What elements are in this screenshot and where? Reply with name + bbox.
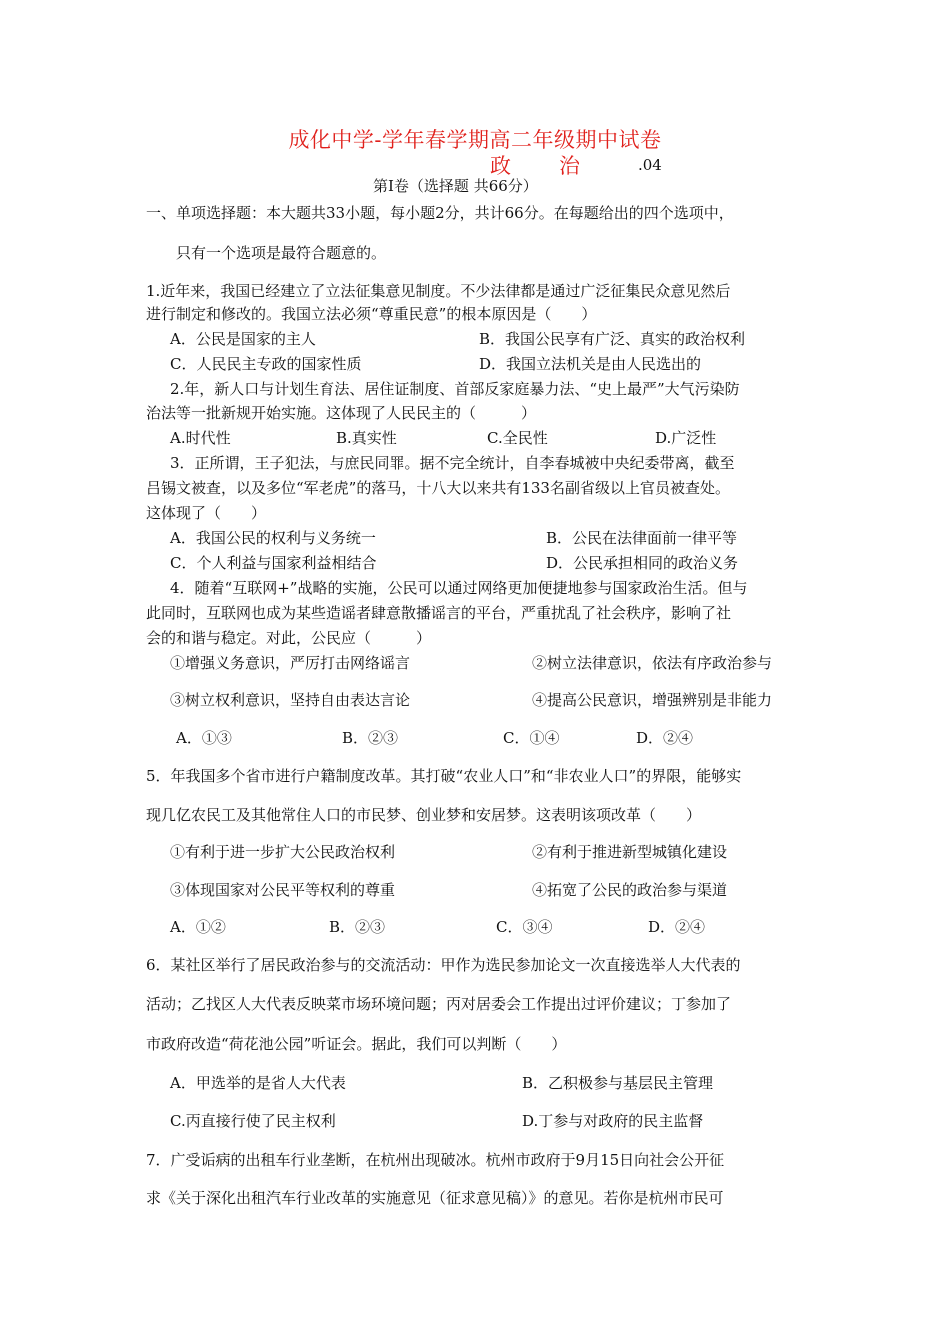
q1-option-d: D．我国立法机关是由人民选出的 [479, 355, 702, 373]
q4-stem-line-3: 会的和谐与稳定。对此，公民应（ ） [146, 629, 432, 647]
section-heading: 第Ⅰ卷（选择题 共66分） [373, 177, 538, 195]
q6-stem-line-2: 活动；乙找区人大代表反映菜市场环境问题；丙对居委会工作提出过评价建议；丁参加了 [146, 995, 732, 1013]
subject-char-1: 政 [490, 154, 511, 178]
q3-stem-line-1: 3．正所谓，王子犯法，与庶民同罪。据不完全统计，自李春城被中央纪委带离，截至 [170, 454, 735, 472]
q4-stem-line-1: 4．随着“互联网+”战略的实施，公民可以通过网络更加便捷地参与国家政治生活。但与 [170, 579, 748, 597]
q4-option-d: D．②④ [636, 729, 694, 747]
q2-stem-line-1: 2.年，新人口与计划生育法、居住证制度、首部反家庭暴力法、“史上最严”大气污染防 [170, 380, 740, 398]
q6-option-d: D.丁参与对政府的民主监督 [522, 1112, 704, 1130]
q1-option-c: C．人民民主专政的国家性质 [170, 355, 362, 373]
q2-option-c: C.全民性 [487, 429, 548, 447]
q5-statement-4: ④拓宽了公民的政治参与渠道 [532, 881, 728, 899]
q3-option-a: A．我国公民的权利与义务统一 [170, 529, 376, 547]
q5-statement-2: ②有利于推进新型城镇化建设 [532, 843, 728, 861]
q7-stem-line-1: 7．广受诟病的出租车行业垄断，在杭州出现破冰。杭州市政府于9月15日向社会公开征 [146, 1151, 725, 1169]
instructions-line-2: 只有一个选项是最符合题意的。 [176, 244, 387, 262]
q2-option-a: A.时代性 [170, 429, 231, 447]
q5-statement-3: ③体现国家对公民平等权利的尊重 [170, 881, 396, 899]
q5-option-a: A．①② [170, 918, 226, 936]
q1-stem-line-1: 1.近年来，我国已经建立了立法征集意见制度。不少法律都是通过广泛征集民众意见然后 [146, 282, 731, 300]
q1-option-a: A．公民是国家的主人 [170, 330, 316, 348]
q2-stem-line-2: 治法等一批新规开始实施。这体现了人民民主的（ ） [146, 404, 537, 422]
q4-statement-2: ②树立法律意识，依法有序政治参与 [532, 654, 773, 672]
q5-option-d: D．②④ [648, 918, 706, 936]
q3-option-c: C．个人利益与国家利益相结合 [170, 554, 377, 572]
q3-option-b: B．公民在法律面前一律平等 [546, 529, 738, 547]
q5-stem-line-1: 5．年我国多个省市进行户籍制度改革。其打破“农业人口”和“非农业人口”的界限，能够实 [146, 767, 742, 785]
q4-statement-1: ①增强义务意识，严厉打击网络谣言 [170, 654, 411, 672]
q4-statement-4: ④提高公民意识，增强辨别是非能力 [532, 691, 773, 709]
q5-statement-1: ①有利于进一步扩大公民政治权利 [170, 843, 396, 861]
q1-stem-line-2: 进行制定和修改的。我国立法必须“尊重民意”的根本原因是（ ） [146, 305, 597, 323]
exam-title: 成化中学-学年春学期高二年级期中试卷 [288, 128, 662, 152]
q3-stem-line-2: 吕锡文被查，以及多位“军老虎”的落马，十八大以来共有133名副省级以上官员被查处。 [146, 479, 730, 497]
q6-option-b: B．乙积极参与基层民主管理 [522, 1074, 714, 1092]
q6-option-a: A．甲选举的是省人大代表 [170, 1074, 346, 1092]
q4-option-b: B．②③ [342, 729, 399, 747]
q5-option-b: B．②③ [329, 918, 386, 936]
q7-stem-line-2: 求《关于深化出租汽车行业改革的实施意见（征求意见稿）》的意见。若你是杭州市民可 [146, 1189, 724, 1207]
q2-option-d: D.广泛性 [655, 429, 717, 447]
q6-option-c: C.丙直接行使了民主权利 [170, 1112, 336, 1130]
exam-date: .04 [638, 156, 662, 174]
q6-stem-line-1: 6．某社区举行了居民政治参与的交流活动：甲作为选民参加论文一次直接选举人大代表的 [146, 956, 741, 974]
q5-stem-line-2: 现几亿农民工及其他常住人口的市民梦、创业梦和安居梦。这表明该项改革（ ） [146, 806, 702, 824]
q4-option-c: C．①④ [503, 729, 560, 747]
q3-option-d: D．公民承担相同的政治义务 [546, 554, 739, 572]
q6-stem-line-3: 市政府改造“荷花池公园”听证会。据此，我们可以判断（ ） [146, 1035, 567, 1053]
q4-option-a: A．①③ [176, 729, 232, 747]
instructions-line-1: 一、单项选择题：本大题共33小题，每小题2分，共计66分。在每题给出的四个选项中， [146, 204, 734, 222]
q4-statement-3: ③树立权利意识，坚持自由表达言论 [170, 691, 411, 709]
subject-char-2: 治 [559, 154, 580, 178]
q5-option-c: C．③④ [496, 918, 553, 936]
q4-stem-line-2: 此同时，互联网也成为某些造谣者肆意散播谣言的平台，严重扰乱了社会秩序，影响了社 [146, 604, 732, 622]
q3-stem-line-3: 这体现了（ ） [146, 504, 267, 522]
q1-option-b: B．我国公民享有广泛、真实的政治权利 [479, 330, 746, 348]
q2-option-b: B.真实性 [336, 429, 397, 447]
